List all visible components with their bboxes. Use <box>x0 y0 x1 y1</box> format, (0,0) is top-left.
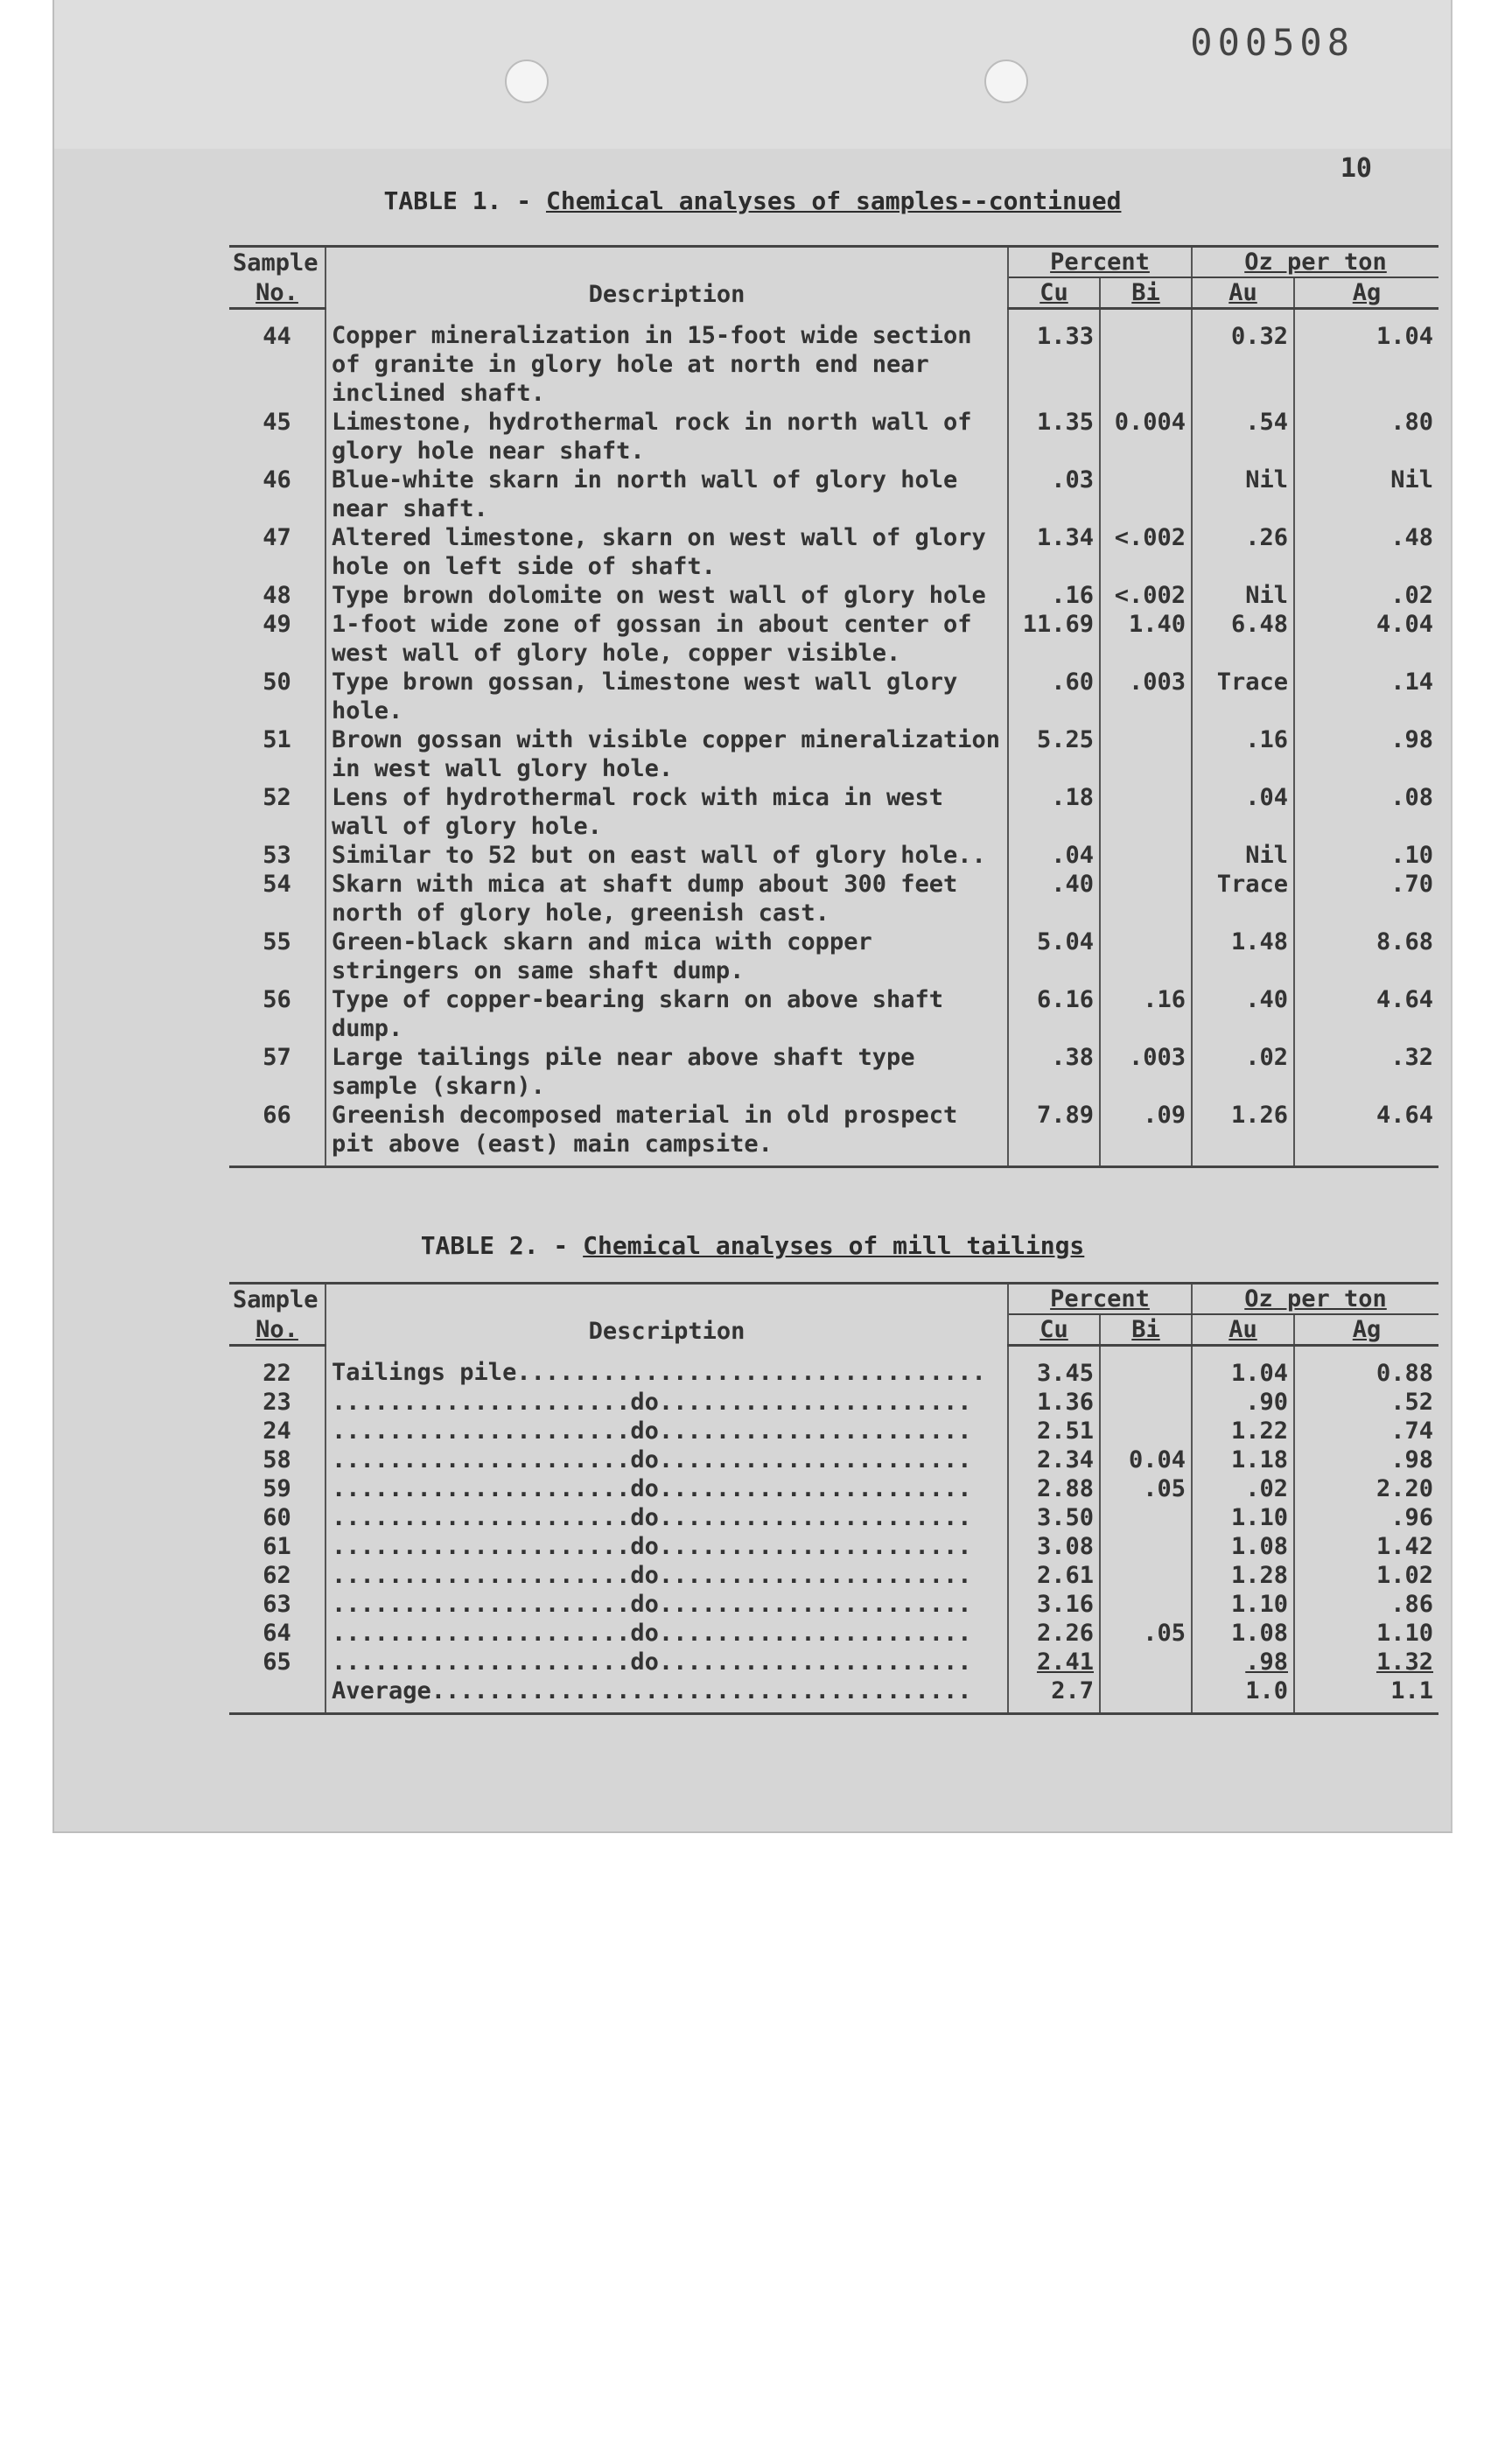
table1-row <box>229 610 1438 668</box>
table1-row <box>229 1043 1438 1101</box>
table1-title-prefix: TABLE 1. - <box>383 186 532 215</box>
table1-ag-value: .32 <box>1390 1043 1434 1071</box>
table1-description: Copper mineralization in 15-foot wide section of granite in glory hole at north end near inclined shaft. <box>326 309 1008 408</box>
table1-description: Altered limestone, skarn on west wall of glory hole on left side of shaft. <box>326 523 1008 581</box>
table1-bi-value: .16 <box>1100 985 1192 1043</box>
table1-au-value: .02 <box>1192 1043 1294 1101</box>
table1-au-value: .04 <box>1192 783 1294 841</box>
table2-bi-value <box>1100 1388 1192 1417</box>
table1-cu-value: .38 <box>1008 1043 1100 1101</box>
table2-bi-value <box>1100 1561 1192 1590</box>
document-number: 000508 <box>1190 21 1354 64</box>
table1-ag-value: .10 <box>1390 841 1434 869</box>
table1-description: Blue-white skarn in north wall of glory hole near shaft. <box>326 466 1008 523</box>
table1-ag-value: .48 <box>1390 523 1434 551</box>
table2-description: .....................do...................... <box>326 1503 1008 1532</box>
table2-cu-value: 2.26 <box>1008 1619 1100 1648</box>
table1-cu-value: 5.25 <box>1008 725 1100 783</box>
table1-ag-value: 4.04 <box>1376 610 1434 638</box>
table2-bi-value <box>1100 1503 1192 1532</box>
table2-description: .....................do...................... <box>326 1648 1008 1676</box>
table2-description: .....................do...................... <box>326 1561 1008 1590</box>
table2-au-value: 1.28 <box>1192 1561 1294 1590</box>
table2-bi-value <box>1100 1532 1192 1561</box>
table1-row <box>229 1101 1438 1167</box>
table1-au-value: Nil <box>1192 466 1294 523</box>
table2-au-value: 1.04 <box>1192 1346 1294 1389</box>
table1-cu-value: .60 <box>1008 668 1100 725</box>
table1-sample-no: 52 <box>229 783 326 841</box>
table2-description: .....................do...................... <box>326 1619 1008 1648</box>
table1-au-value: 6.48 <box>1192 610 1294 668</box>
table2-ag-value: .52 <box>1390 1389 1434 1416</box>
table2-description: .....................do...................... <box>326 1388 1008 1417</box>
table1-cu-value: 6.16 <box>1008 985 1100 1043</box>
table2-ag-value: .96 <box>1390 1504 1434 1531</box>
table2-row <box>229 1561 1438 1590</box>
table2-header-sample: Sample <box>229 1284 326 1315</box>
table1-bi-value: 1.40 <box>1100 610 1192 668</box>
table1-row <box>229 870 1438 928</box>
table1-ag-value: .02 <box>1390 581 1434 609</box>
table1-bi-value <box>1100 725 1192 783</box>
table1-bi-value <box>1100 841 1192 870</box>
table1-row <box>229 309 1438 408</box>
table2-sample-no: 64 <box>229 1619 326 1648</box>
page-number: 10 <box>1340 153 1372 184</box>
table1-row <box>229 985 1438 1043</box>
table1-row <box>229 841 1438 870</box>
table1-cu-value: 1.33 <box>1008 309 1100 408</box>
document-page <box>52 0 1452 1833</box>
table1-cu-value: .03 <box>1008 466 1100 523</box>
table2-description: .....................do...................... <box>326 1474 1008 1503</box>
table1-bi-value: .003 <box>1100 1043 1192 1101</box>
table1-au-value: .16 <box>1192 725 1294 783</box>
table2-au-value: .90 <box>1192 1388 1294 1417</box>
table2-sample-no: 60 <box>229 1503 326 1532</box>
table2-row <box>229 1619 1438 1648</box>
table1-ag-value: 4.64 <box>1376 985 1434 1013</box>
table2-sample-no: 58 <box>229 1446 326 1474</box>
table1-bi-value: 0.004 <box>1100 408 1192 466</box>
table1-row <box>229 523 1438 581</box>
table2-header-bi: Bi <box>1100 1314 1192 1346</box>
table1-sample-no: 48 <box>229 581 326 610</box>
table2-au-value: 1.10 <box>1192 1590 1294 1619</box>
table1-description: Green-black skarn and mica with copper stringers on same shaft dump. <box>326 928 1008 985</box>
table1-row <box>229 928 1438 985</box>
table1-description: Brown gossan with visible copper mineralization in west wall glory hole. <box>326 725 1008 783</box>
table1-description: Type brown gossan, limestone west wall glory hole. <box>326 668 1008 725</box>
table1-header-ag: Ag <box>1294 277 1438 309</box>
table1-header-percent: Percent <box>1008 247 1192 278</box>
table2-sample-no: 23 <box>229 1388 326 1417</box>
table1-sample-no: 53 <box>229 841 326 870</box>
table1-sample-no: 57 <box>229 1043 326 1101</box>
table2-title <box>54 1231 1451 1260</box>
table1-bi-value: .003 <box>1100 668 1192 725</box>
table2-header-cu: Cu <box>1008 1314 1100 1346</box>
table2-average-cu: 2.7 <box>1008 1676 1100 1714</box>
table1-row <box>229 783 1438 841</box>
table1-cu-value: .40 <box>1008 870 1100 928</box>
table2-row <box>229 1346 1438 1389</box>
table1-bi-value <box>1100 466 1192 523</box>
table2-sample-no: 61 <box>229 1532 326 1561</box>
table2-cu-value: 2.41 <box>1008 1648 1100 1676</box>
table1-bi-value <box>1100 309 1192 408</box>
table2-ag-value: 0.88 <box>1376 1360 1434 1387</box>
table1-cu-value: .04 <box>1008 841 1100 870</box>
table1-ag-value: .70 <box>1390 870 1434 898</box>
table1-cu-value: 7.89 <box>1008 1101 1100 1167</box>
table2-ag-value: 2.20 <box>1376 1475 1434 1502</box>
table1-header-cu: Cu <box>1008 277 1100 309</box>
table2-bi-value: 0.04 <box>1100 1446 1192 1474</box>
table1-au-value: .54 <box>1192 408 1294 466</box>
table1-description: Type of copper-bearing skarn on above shaft dump. <box>326 985 1008 1043</box>
table2-bi-value <box>1100 1648 1192 1676</box>
table2-bi-value: .05 <box>1100 1474 1192 1503</box>
table1-row <box>229 668 1438 725</box>
table2-average-row <box>229 1676 1438 1714</box>
table1-bi-value <box>1100 870 1192 928</box>
table2-au-value: 1.10 <box>1192 1503 1294 1532</box>
table2-description: .....................do...................... <box>326 1446 1008 1474</box>
table2-bi-value <box>1100 1346 1192 1389</box>
table2-cu-value: 2.88 <box>1008 1474 1100 1503</box>
table2-average-bi <box>1100 1676 1192 1714</box>
table1-au-value: 0.32 <box>1192 309 1294 408</box>
table2-description: .....................do...................... <box>326 1417 1008 1446</box>
table2-row <box>229 1532 1438 1561</box>
table1-header-sample: Sample <box>229 247 326 278</box>
table2-ag-value: .86 <box>1390 1591 1434 1618</box>
table2-cu-value: 2.61 <box>1008 1561 1100 1590</box>
punch-hole-left <box>505 60 549 103</box>
table1-au-value: Nil <box>1192 841 1294 870</box>
table1-bi-value: <.002 <box>1100 581 1192 610</box>
table1-cu-value: 1.34 <box>1008 523 1100 581</box>
table2-au-value: 1.18 <box>1192 1446 1294 1474</box>
table1-description: Type brown dolomite on west wall of glory hole <box>326 581 1008 610</box>
table2-title-prefix: TABLE 2. - <box>420 1231 569 1260</box>
table2-row <box>229 1503 1438 1532</box>
table1-bi-value <box>1100 783 1192 841</box>
table2-sample-no: 62 <box>229 1561 326 1590</box>
table1-description: Skarn with mica at shaft dump about 300 feet north of glory hole, greenish cast. <box>326 870 1008 928</box>
table1-bi-value: .09 <box>1100 1101 1192 1167</box>
table1-description: Limestone, hydrothermal rock in north wall of glory hole near shaft. <box>326 408 1008 466</box>
table2-au-value: 1.08 <box>1192 1619 1294 1648</box>
table2-row <box>229 1446 1438 1474</box>
table1-ag-value: 4.64 <box>1294 1101 1438 1167</box>
table1-ag-value: .98 <box>1390 725 1434 753</box>
table1-title-main: Chemical analyses of samples--continued <box>545 186 1122 215</box>
table2 <box>229 1282 1438 1715</box>
table2-row <box>229 1417 1438 1446</box>
table1-au-value: 1.26 <box>1192 1101 1294 1167</box>
table1-au-value: Trace <box>1192 668 1294 725</box>
table1-ag-value: .80 <box>1390 408 1434 436</box>
table1-au-value: .26 <box>1192 523 1294 581</box>
table1-sample-no: 47 <box>229 523 326 581</box>
table1-row <box>229 408 1438 466</box>
table2-au-value: 1.08 <box>1192 1532 1294 1561</box>
table2-title-main: Chemical analyses of mill tailings <box>583 1231 1085 1260</box>
table2-ag-value: 1.42 <box>1376 1533 1434 1560</box>
table2-cu-value: 3.16 <box>1008 1590 1100 1619</box>
table1-cu-value: .18 <box>1008 783 1100 841</box>
table2-au-value: .02 <box>1192 1474 1294 1503</box>
table1-ag-value: 1.04 <box>1376 323 1434 350</box>
table2-bi-value <box>1100 1590 1192 1619</box>
table2-cu-value: 3.45 <box>1008 1346 1100 1389</box>
table1-au-value: .40 <box>1192 985 1294 1043</box>
table1-header-description: Description <box>326 247 1008 309</box>
table2-cu-value: 3.50 <box>1008 1503 1100 1532</box>
table1-sample-no: 49 <box>229 610 326 668</box>
table2-ag-value: .98 <box>1390 1446 1434 1474</box>
table2-cu-value: 3.08 <box>1008 1532 1100 1561</box>
table2-row <box>229 1474 1438 1503</box>
table2-description: .....................do...................... <box>326 1532 1008 1561</box>
table1-cu-value: 11.69 <box>1008 610 1100 668</box>
table2-au-value: .98 <box>1192 1648 1294 1676</box>
table2-description: .....................do...................... <box>326 1590 1008 1619</box>
table1-header-oz-per-ton: Oz per ton <box>1192 247 1438 278</box>
table2-average-au: 1.0 <box>1192 1676 1294 1714</box>
table2-header-ag: Ag <box>1294 1314 1438 1346</box>
table1-sample-no: 46 <box>229 466 326 523</box>
table1-sample-no: 50 <box>229 668 326 725</box>
table2-average-spacer <box>229 1676 326 1714</box>
table1-title <box>54 186 1451 215</box>
table1-row <box>229 466 1438 523</box>
table2-au-value: 1.22 <box>1192 1417 1294 1446</box>
table2-sample-no: 59 <box>229 1474 326 1503</box>
table2-cu-value: 2.51 <box>1008 1417 1100 1446</box>
table1-header-no: No. <box>229 277 326 309</box>
table2-description: Tailings pile................................. <box>326 1346 1008 1389</box>
table2-row <box>229 1590 1438 1619</box>
table1-sample-no: 55 <box>229 928 326 985</box>
table1-cu-value: 1.35 <box>1008 408 1100 466</box>
table2-row <box>229 1388 1438 1417</box>
table1-sample-no: 66 <box>229 1101 326 1167</box>
table2-ag-value: .74 <box>1390 1418 1434 1445</box>
table2-ag-value: 1.10 <box>1376 1620 1434 1647</box>
table1-bi-value: <.002 <box>1100 523 1192 581</box>
table2-header-description: Description <box>326 1284 1008 1346</box>
table2-header-no: No. <box>229 1314 326 1346</box>
table1-row <box>229 725 1438 783</box>
table1-header-bi: Bi <box>1100 277 1192 309</box>
table2-ag-value: 1.32 <box>1376 1648 1434 1676</box>
table1 <box>229 245 1438 1168</box>
table2-sample-no: 24 <box>229 1417 326 1446</box>
table1-header-au: Au <box>1192 277 1294 309</box>
table2-header-oz-per-ton: Oz per ton <box>1192 1284 1438 1315</box>
table2-bi-value: .05 <box>1100 1619 1192 1648</box>
table2-header-au: Au <box>1192 1314 1294 1346</box>
table2-ag-value: 1.02 <box>1376 1562 1434 1589</box>
table1-cu-value: 5.04 <box>1008 928 1100 985</box>
table2-sample-no: 22 <box>229 1346 326 1389</box>
table1-ag-value: Nil <box>1390 466 1434 494</box>
table2-bi-value <box>1100 1417 1192 1446</box>
table1-row <box>229 581 1438 610</box>
table1-description: Similar to 52 but on east wall of glory hole.. <box>326 841 1008 870</box>
table2-average-label: Average...................................... <box>326 1676 1008 1714</box>
table2-cu-value: 2.34 <box>1008 1446 1100 1474</box>
punch-hole-right <box>984 60 1028 103</box>
table1-bi-value <box>1100 928 1192 985</box>
table1-sample-no: 51 <box>229 725 326 783</box>
table1-description: 1-foot wide zone of gossan in about center of west wall of glory hole, copper visible. <box>326 610 1008 668</box>
table2-row <box>229 1648 1438 1676</box>
table2-sample-no: 65 <box>229 1648 326 1676</box>
table1-au-value: Trace <box>1192 870 1294 928</box>
table1-description: Greenish decomposed material in old prospect pit above (east) main campsite. <box>326 1101 1008 1167</box>
table1-description: Large tailings pile near above shaft type sample (skarn). <box>326 1043 1008 1101</box>
table1-sample-no: 56 <box>229 985 326 1043</box>
table1-sample-no: 45 <box>229 408 326 466</box>
table1-ag-value: .14 <box>1390 668 1434 696</box>
table2-header-percent: Percent <box>1008 1284 1192 1315</box>
table1-au-value: 1.48 <box>1192 928 1294 985</box>
table1-au-value: Nil <box>1192 581 1294 610</box>
table1-sample-no: 44 <box>229 309 326 408</box>
table1-ag-value: .08 <box>1390 783 1434 811</box>
table2-sample-no: 63 <box>229 1590 326 1619</box>
table1-sample-no: 54 <box>229 870 326 928</box>
table2-cu-value: 1.36 <box>1008 1388 1100 1417</box>
table1-cu-value: .16 <box>1008 581 1100 610</box>
table1-description: Lens of hydrothermal rock with mica in west wall of glory hole. <box>326 783 1008 841</box>
table1-ag-value: 8.68 <box>1376 928 1434 956</box>
table2-average-ag: 1.1 <box>1294 1676 1438 1714</box>
